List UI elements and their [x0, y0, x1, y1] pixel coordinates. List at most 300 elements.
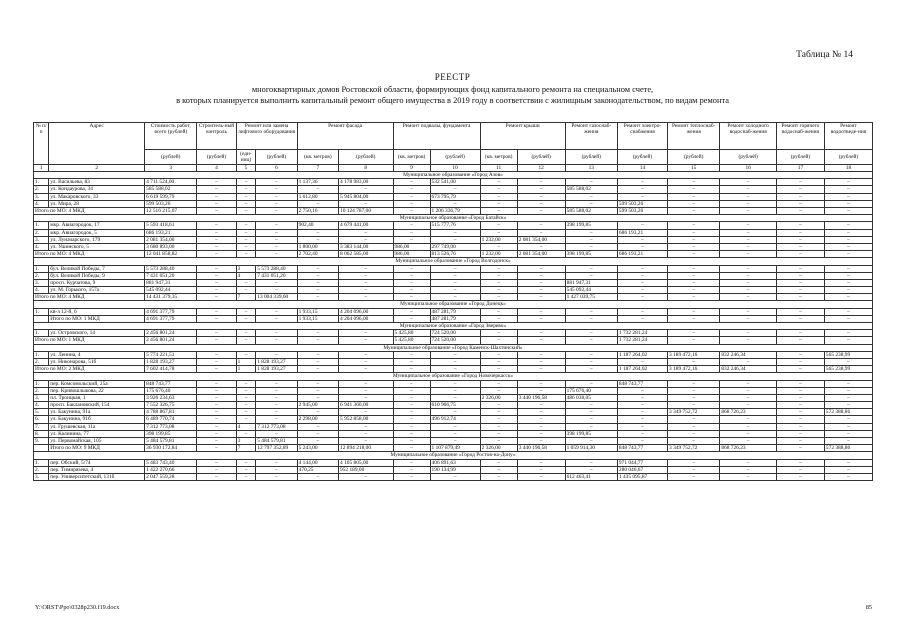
table-cell: –	[197, 445, 236, 452]
address-cell: пер. Комсомольский, 25а	[49, 380, 145, 387]
table-cell: –	[339, 423, 393, 430]
table-row	[34, 272, 873, 279]
table-cell: –	[776, 229, 824, 236]
row-number: 4.	[34, 287, 49, 294]
table-cell: 3 189 472,16	[668, 351, 720, 358]
table-cell: –	[720, 416, 777, 423]
table-cell: –	[256, 200, 297, 207]
table-cell: –	[824, 287, 872, 294]
table-cell: 1 732 281,24	[617, 337, 667, 344]
table-cell: –	[668, 430, 720, 437]
column-number: 1	[34, 165, 49, 172]
table-cell: –	[236, 387, 256, 394]
table-cell: –	[776, 351, 824, 358]
table-cell: –	[824, 179, 872, 186]
table-cell: 1	[236, 366, 256, 373]
table-cell: –	[393, 229, 430, 236]
municipality-row	[34, 215, 873, 222]
table-cell: 1 828 193,27	[256, 366, 297, 373]
table-cell: 1 107 879,49	[430, 445, 480, 452]
table-cell: 585 588,02	[145, 186, 197, 193]
table-cell: –	[197, 459, 236, 466]
table-cell: 881 947,31	[145, 279, 197, 286]
table-cell: –	[617, 402, 667, 409]
table-cell: –	[776, 179, 824, 186]
table-cell: –	[720, 294, 777, 301]
table-cell: –	[565, 193, 617, 200]
table-cell: –	[517, 416, 565, 423]
table-cell: –	[720, 315, 777, 322]
table-cell: –	[393, 272, 430, 279]
table-row	[34, 387, 873, 394]
table-cell: 7 552 326,75	[145, 402, 197, 409]
table-cell: –	[480, 358, 517, 365]
table-cell: –	[824, 186, 872, 193]
table-cell: –	[668, 466, 720, 473]
column-number: 13	[565, 165, 617, 172]
col-lift: Ремонт или замена лифтового оборудования	[236, 123, 297, 150]
table-cell: –	[256, 236, 297, 243]
table-cell: –	[256, 330, 297, 337]
table-cell: –	[824, 243, 872, 250]
unit-cell: (рублей)	[668, 150, 720, 165]
table-cell: 1 232,00	[480, 251, 517, 258]
address-cell: мкр. Авиагородок, 17	[49, 222, 145, 229]
table-cell: 1 800,00	[297, 243, 338, 250]
column-number: 4	[197, 165, 236, 172]
table-cell: 848 743,77	[145, 380, 197, 387]
table-cell: 2 945,00	[297, 402, 338, 409]
total-label: Итого по МО: 4 МКД	[34, 294, 145, 301]
table-cell: –	[197, 387, 236, 394]
address-cell: ул. Первомайская, 105	[49, 438, 145, 445]
table-cell: –	[565, 416, 617, 423]
table-cell: –	[393, 416, 430, 423]
table-row	[34, 330, 873, 337]
table-cell: –	[565, 265, 617, 272]
column-number: 12	[517, 165, 565, 172]
table-cell: –	[297, 409, 338, 416]
table-cell: –	[430, 265, 480, 272]
table-cell: –	[517, 387, 565, 394]
page-number: 85	[865, 604, 872, 611]
address-cell: Итого по МО: 9 МКД	[49, 445, 145, 452]
table-cell: –	[236, 466, 256, 473]
table-cell: –	[776, 222, 824, 229]
table-cell: –	[565, 351, 617, 358]
table-cell: 832 246,34	[720, 351, 777, 358]
table-cell: –	[256, 380, 297, 387]
table-cell: –	[720, 430, 777, 437]
table-cell: –	[339, 394, 393, 401]
table-cell: –	[668, 179, 720, 186]
table-cell: –	[617, 430, 667, 437]
table-cell: –	[617, 409, 667, 416]
table-cell: –	[297, 351, 338, 358]
table-cell: 832 246,34	[720, 366, 777, 373]
table-cell: 6 619 599,79	[145, 193, 197, 200]
table-cell: –	[197, 423, 236, 430]
col-facade: Ремонт фасада	[297, 123, 393, 150]
row-number	[34, 445, 49, 452]
table-cell: 5 774 221,51	[145, 351, 197, 358]
table-cell: –	[393, 200, 430, 207]
table-cell: –	[824, 380, 872, 387]
table-cell: 4 691 377,79	[145, 315, 197, 322]
table-cell: –	[517, 272, 565, 279]
table-cell: –	[668, 423, 720, 430]
table-cell: –	[776, 473, 824, 480]
table-cell: 565 238,99	[824, 351, 872, 358]
table-cell: –	[668, 416, 720, 423]
table-cell: –	[517, 351, 565, 358]
table-cell: –	[430, 473, 480, 480]
table-cell: –	[236, 380, 256, 387]
unit-cell: (еди-ниц)	[236, 150, 256, 165]
table-cell: –	[517, 473, 565, 480]
table-cell: –	[256, 337, 297, 344]
table-cell: –	[197, 294, 236, 301]
table-cell: –	[393, 193, 430, 200]
row-number: 4.	[34, 200, 49, 207]
table-cell: –	[668, 315, 720, 322]
table-cell: –	[617, 272, 667, 279]
table-cell: –	[668, 308, 720, 315]
table-cell: 487 281,79	[430, 315, 480, 322]
table-cell: –	[197, 366, 236, 373]
table-cell: –	[720, 308, 777, 315]
table-cell: –	[197, 330, 236, 337]
table-cell: –	[565, 459, 617, 466]
unit-cell: (рублей)	[617, 150, 667, 165]
municipality-name: Муниципальное образование «Город Волгодонск»	[34, 258, 873, 265]
table-cell: –	[517, 337, 565, 344]
table-cell: 4 105 805,00	[339, 459, 393, 466]
table-cell: –	[517, 423, 565, 430]
table-cell: –	[720, 402, 777, 409]
table-cell: –	[720, 200, 777, 207]
table-cell: 4	[236, 272, 256, 279]
unit-cell: (рублей)	[339, 150, 393, 165]
table-cell: –	[668, 337, 720, 344]
table-cell: –	[393, 423, 430, 430]
table-cell: –	[393, 394, 430, 401]
table-cell: 1 933,15	[297, 315, 338, 322]
table-row	[34, 229, 873, 236]
row-number: 2.	[34, 272, 49, 279]
table-cell: –	[720, 330, 777, 337]
registry-body	[34, 172, 873, 481]
col-drainage: Ремонт водоотведе-ния	[824, 123, 872, 150]
table-cell: 4 204 096,00	[339, 308, 393, 315]
table-cell: 686 193,21	[617, 251, 667, 258]
table-cell: –	[430, 236, 480, 243]
table-cell: –	[720, 272, 777, 279]
table-cell: –	[776, 265, 824, 272]
table-cell: –	[297, 330, 338, 337]
table-cell: –	[236, 186, 256, 193]
address-cell: пер. Тимирязева, 4	[49, 466, 145, 473]
municipality-row	[34, 172, 873, 179]
table-cell: –	[297, 387, 338, 394]
table-cell: –	[236, 409, 256, 416]
table-cell: –	[668, 287, 720, 294]
col-hot-water: Ремонт горячего водоснаб-жения	[776, 123, 824, 150]
table-row	[34, 351, 873, 358]
address-cell: ул. Ушинского, 5	[49, 243, 145, 250]
table-cell: –	[776, 200, 824, 207]
table-cell: –	[430, 279, 480, 286]
row-number	[34, 315, 49, 322]
table-cell: –	[517, 402, 565, 409]
table-row	[34, 193, 873, 200]
table-cell: –	[256, 466, 297, 473]
table-row	[34, 265, 873, 272]
registry-subtitle-1: многоквартирных домов Ростовской области, формирующих фонд капитального ремонта на специальном счете,	[251, 85, 654, 94]
address-cell: кв-л 12-й, 6	[49, 308, 145, 315]
table-cell: –	[339, 330, 393, 337]
table-cell: 5 952 858,00	[339, 416, 393, 423]
table-cell: –	[824, 330, 872, 337]
unit-cell: (рублей)	[720, 150, 777, 165]
table-cell: –	[480, 459, 517, 466]
table-cell: 6 941 360,00	[339, 402, 393, 409]
table-cell: –	[776, 279, 824, 286]
table-cell: –	[517, 186, 565, 193]
table-cell: 2 081 354,00	[517, 251, 565, 258]
table-cell: 545 092,44	[145, 287, 197, 294]
table-cell: –	[236, 179, 256, 186]
table-row	[34, 200, 873, 207]
table-cell: –	[480, 265, 517, 272]
address-cell: бул. Великой Победы, 9	[49, 272, 145, 279]
table-cell: –	[197, 193, 236, 200]
table-cell: –	[256, 430, 297, 437]
table-cell: –	[824, 200, 872, 207]
table-cell: –	[480, 466, 517, 473]
table-cell: –	[617, 279, 667, 286]
table-cell: 545 092,44	[565, 287, 617, 294]
table-cell: –	[256, 186, 297, 193]
table-cell: 5 483 743,40	[145, 459, 197, 466]
row-number: 3.	[34, 394, 49, 401]
table-cell: –	[720, 229, 777, 236]
table-cell: 486 038,05	[565, 394, 617, 401]
table-cell: 3 440 196,58	[517, 394, 565, 401]
table-cell: 599 503,26	[145, 200, 197, 207]
address-cell: ул. Бакунина, 91б	[49, 416, 145, 423]
total-label: Итого по МО: 4 МКД	[34, 208, 145, 215]
table-cell: 1 232,00	[480, 236, 517, 243]
table-cell: –	[565, 466, 617, 473]
table-cell: 1 137,36	[297, 179, 338, 186]
table-cell: –	[480, 243, 517, 250]
table-cell: –	[617, 179, 667, 186]
table-cell: –	[197, 402, 236, 409]
table-cell: 10 124 787,00	[339, 208, 393, 215]
total-label: Итого по МО: 4 МКД	[34, 251, 145, 258]
address-cell: ул. Островского, 14	[49, 330, 145, 337]
table-cell: –	[393, 380, 430, 387]
table-cell: –	[776, 251, 824, 258]
table-cell: –	[480, 380, 517, 387]
table-cell: 986,00	[393, 251, 430, 258]
table-cell: –	[236, 251, 256, 258]
table-cell: –	[256, 251, 297, 258]
row-number: 5.	[34, 409, 49, 416]
table-cell: 686 193,21	[145, 229, 197, 236]
table-cell: –	[430, 229, 480, 236]
table-cell: –	[617, 315, 667, 322]
table-cell: –	[776, 402, 824, 409]
table-cell: –	[776, 358, 824, 365]
table-cell: –	[480, 179, 517, 186]
table-cell: 4 178 983,00	[339, 179, 393, 186]
table-cell: 7 431 051,20	[145, 272, 197, 279]
table-cell: –	[720, 337, 777, 344]
table-cell: –	[565, 402, 617, 409]
row-number: 2.	[34, 229, 49, 236]
table-cell: 4 788 867,81	[145, 409, 197, 416]
column-number: 10	[430, 165, 480, 172]
table-cell: –	[297, 236, 338, 243]
table-cell: 7 312 773,08	[256, 423, 297, 430]
table-cell: –	[480, 473, 517, 480]
table-cell: 36 930 172,84	[145, 445, 197, 452]
table-cell: –	[517, 315, 565, 322]
table-cell: –	[197, 265, 236, 272]
table-cell: –	[256, 308, 297, 315]
table-cell: –	[517, 294, 565, 301]
table-cell: 12 797 352,89	[256, 445, 297, 452]
table-cell: –	[824, 394, 872, 401]
table-cell: –	[197, 208, 236, 215]
table-cell: –	[236, 473, 256, 480]
table-cell: –	[430, 409, 480, 416]
table-cell: –	[393, 430, 430, 437]
table-cell: –	[297, 394, 338, 401]
table-cell: –	[720, 222, 777, 229]
table-cell: 1 828 193,27	[145, 358, 197, 365]
municipality-name: Муниципальное образование «Город Новочеркасск»	[34, 373, 873, 380]
table-cell: –	[776, 387, 824, 394]
table-cell: –	[480, 315, 517, 322]
address-cell: пл. Троицкая, 1	[49, 394, 145, 401]
table-cell: 515 777,76	[430, 222, 480, 229]
table-cell: 5 484 579,81	[256, 438, 297, 445]
table-cell: 585 588,02	[565, 186, 617, 193]
table-cell: 12 041 858,82	[145, 251, 197, 258]
table-cell: –	[720, 387, 777, 394]
col-basement: Ремонт подвалы, фундамента	[393, 123, 480, 150]
table-cell: –	[430, 200, 480, 207]
table-cell: –	[668, 272, 720, 279]
column-number: 6	[256, 165, 297, 172]
table-cell: –	[236, 222, 256, 229]
table-row	[34, 358, 873, 365]
table-cell: –	[720, 179, 777, 186]
row-number: 2.	[34, 466, 49, 473]
table-cell: –	[197, 279, 236, 286]
col-heat: Ремонт теплоснаб-жения	[668, 123, 720, 150]
table-cell: –	[480, 193, 517, 200]
address-cell: ул. Васильева, 83	[49, 179, 145, 186]
address-cell: ул. Луначарского, 179	[49, 236, 145, 243]
address-cell: просп. Курчатова, 9	[49, 279, 145, 286]
table-cell: –	[668, 330, 720, 337]
table-cell: 5 425,80	[393, 337, 430, 344]
table-cell: –	[517, 459, 565, 466]
table-cell: –	[668, 265, 720, 272]
table-cell: –	[720, 279, 777, 286]
column-number: 3	[145, 165, 197, 172]
table-cell: 848 743,77	[617, 445, 667, 452]
table-cell: –	[776, 287, 824, 294]
row-number: 9.	[34, 438, 49, 445]
table-cell: –	[517, 279, 565, 286]
table-number: Таблица № 14	[796, 50, 853, 60]
table-cell: –	[517, 330, 565, 337]
table-cell: 496 912,74	[430, 416, 480, 423]
table-cell: 2 081 354,00	[145, 236, 197, 243]
table-cell: –	[339, 409, 393, 416]
table-cell: 971 044,77	[617, 459, 667, 466]
table-row	[34, 394, 873, 401]
table-cell: 5 573 288,40	[256, 265, 297, 272]
total-row	[34, 445, 873, 452]
table-cell: 612 463,41	[565, 473, 617, 480]
table-cell: –	[197, 287, 236, 294]
table-cell: –	[668, 229, 720, 236]
table-cell: –	[517, 366, 565, 373]
table-cell: –	[339, 272, 393, 279]
table-cell: –	[197, 358, 236, 365]
table-cell: 7 431 051,20	[256, 272, 297, 279]
table-cell: –	[776, 193, 824, 200]
table-row	[34, 186, 873, 193]
table-cell: –	[430, 387, 480, 394]
table-cell: –	[393, 409, 430, 416]
table-cell: –	[393, 315, 430, 322]
table-cell: –	[393, 186, 430, 193]
table-cell: –	[297, 423, 338, 430]
table-cell: –	[517, 222, 565, 229]
table-cell: –	[236, 193, 256, 200]
table-cell: –	[480, 287, 517, 294]
registry-subtitle-2: в которых планируется выполнить капитальный ремонт общего имущества в 2019 году в соответствии с жилищным законодательством, по видам ремонта	[176, 96, 729, 105]
table-cell: 952 189,00	[339, 466, 393, 473]
table-cell: –	[517, 430, 565, 437]
row-number: 7.	[34, 423, 49, 430]
row-number: 1.	[34, 330, 49, 337]
table-cell: –	[393, 366, 430, 373]
address-cell: просп. Баклановский, 154	[49, 402, 145, 409]
table-cell: –	[393, 265, 430, 272]
table-cell: 673 795,79	[430, 193, 480, 200]
table-cell: –	[480, 416, 517, 423]
table-cell: –	[297, 430, 338, 437]
table-row	[34, 279, 873, 286]
address-cell: ул. М. Горького, 157а	[49, 287, 145, 294]
table-cell: –	[824, 416, 872, 423]
address-cell: ул. Ленина, 4	[49, 351, 145, 358]
table-cell: –	[824, 459, 872, 466]
address-cell: Итого по МО: 1 МКД	[49, 315, 145, 322]
table-cell: –	[256, 315, 297, 322]
table-cell: –	[430, 186, 480, 193]
table-cell: –	[256, 394, 297, 401]
table-cell: –	[517, 208, 565, 215]
